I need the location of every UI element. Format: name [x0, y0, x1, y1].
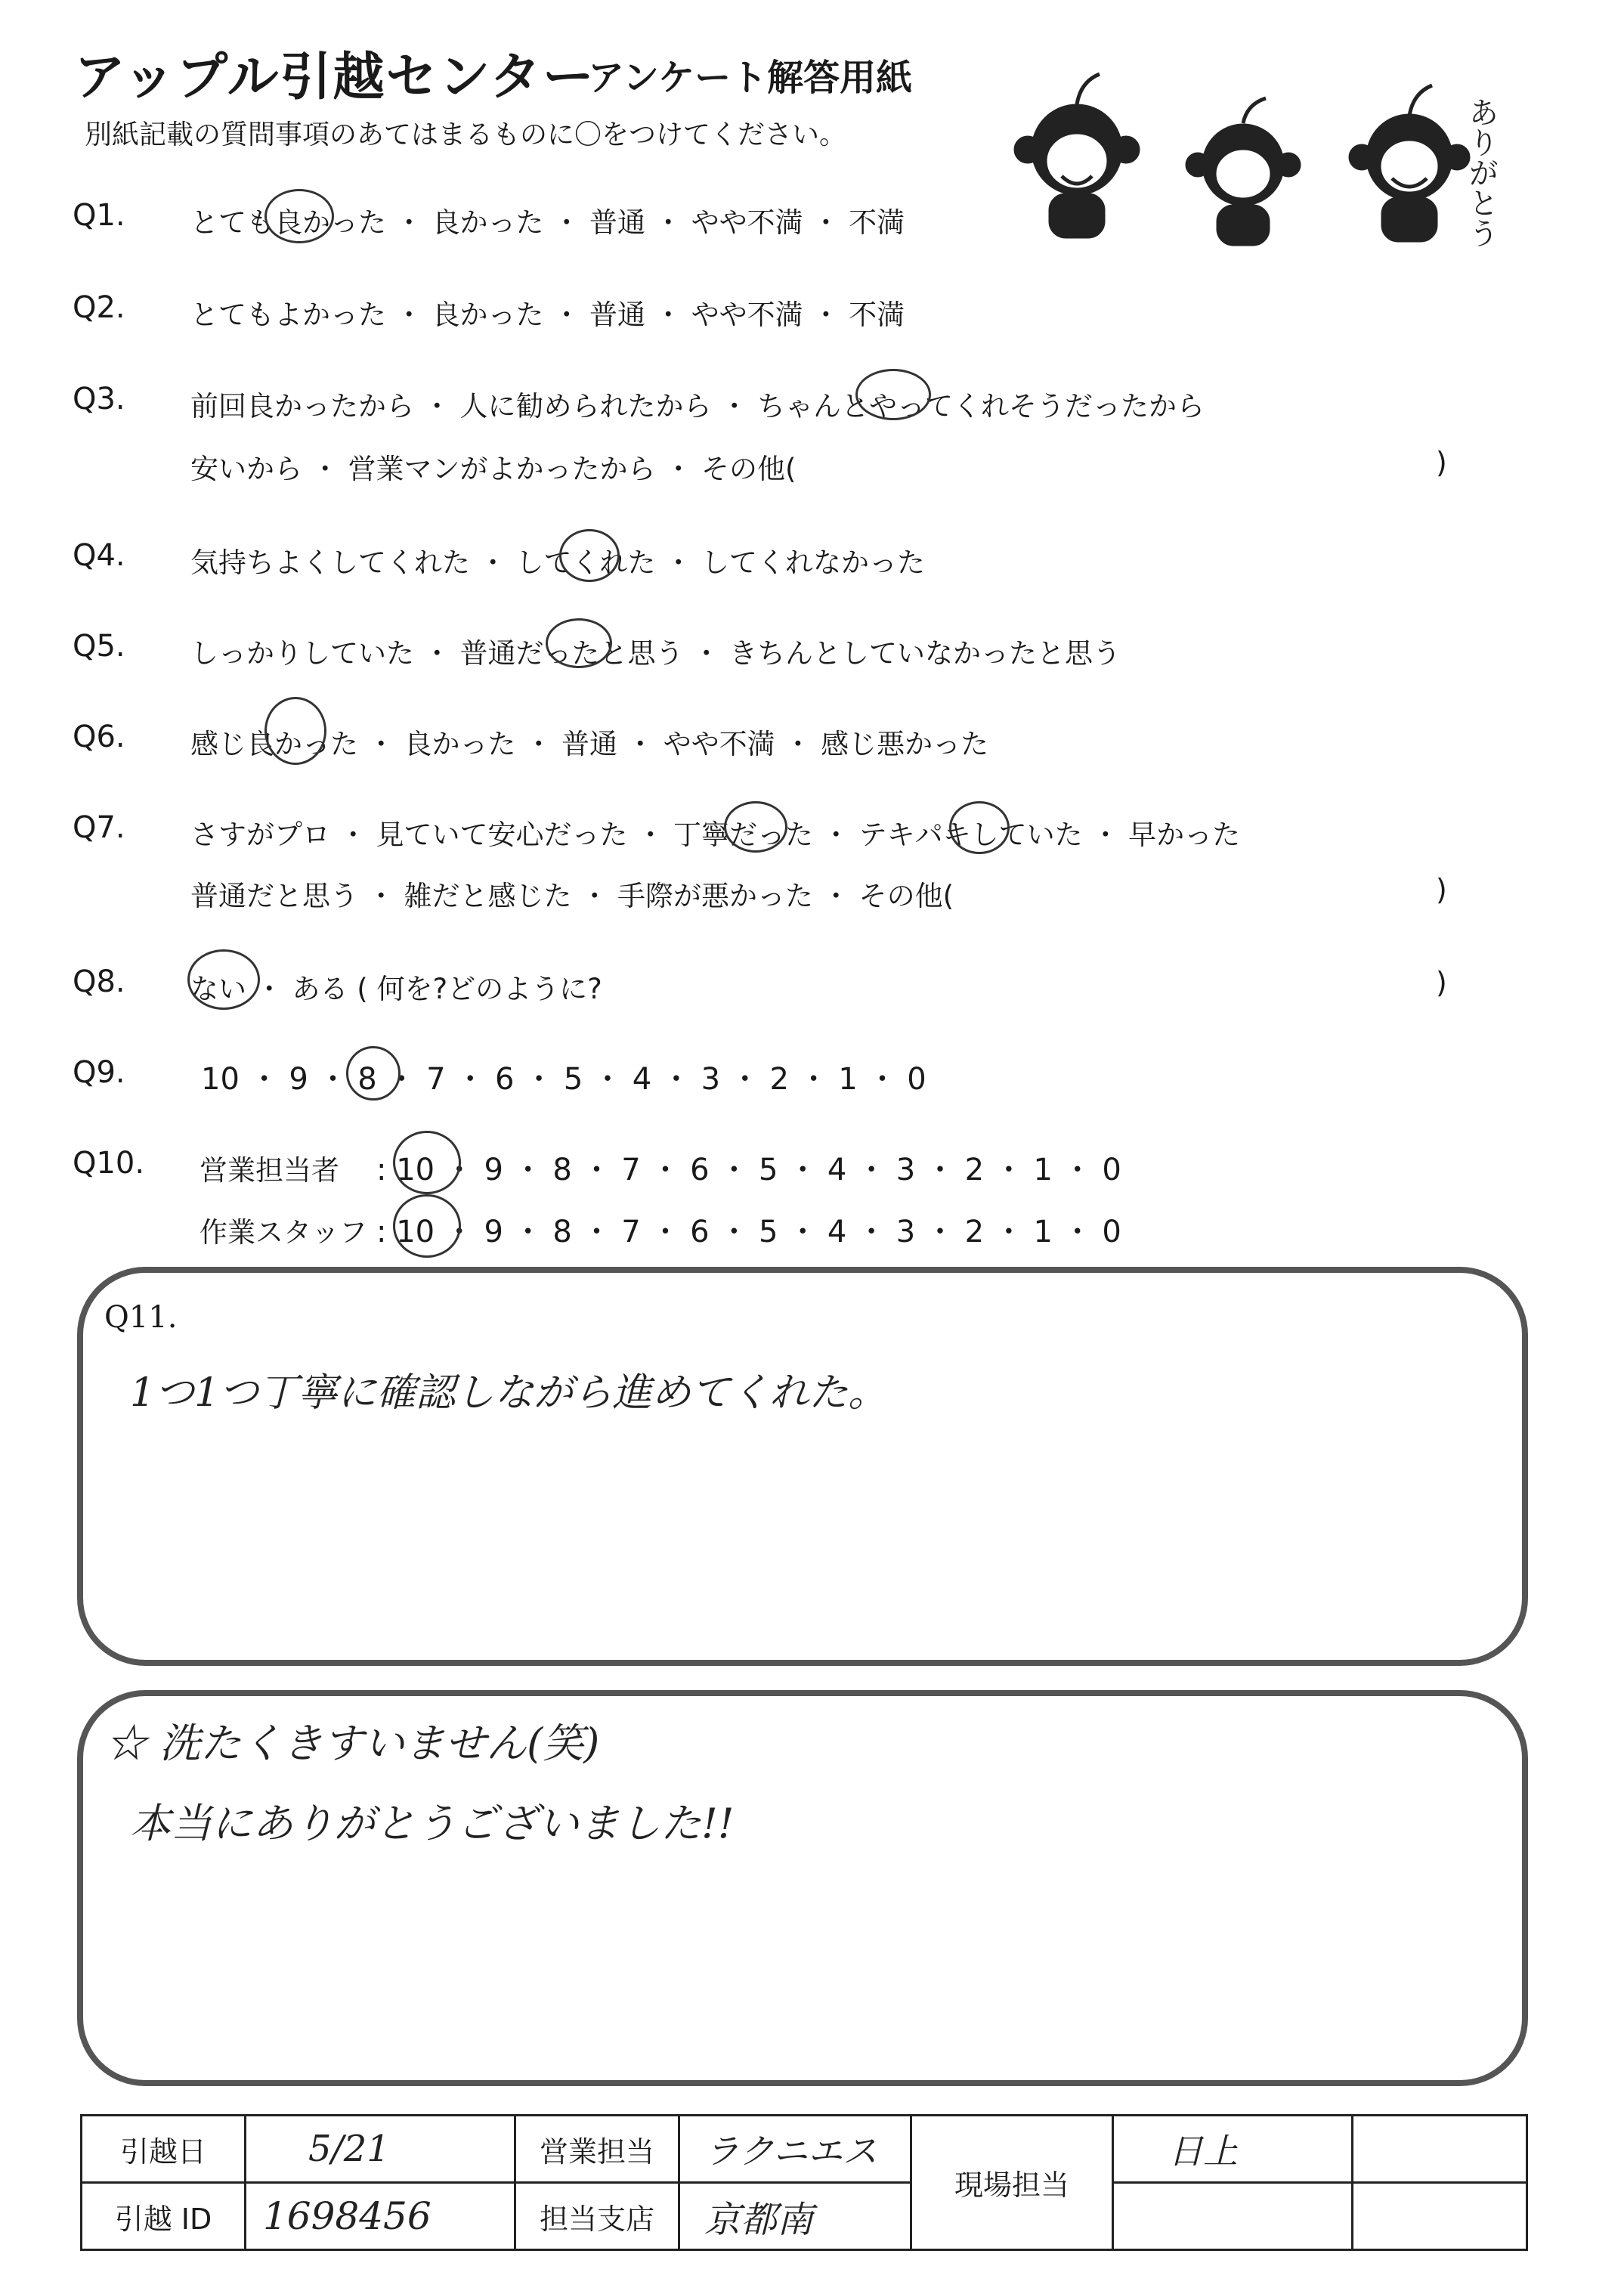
mascot-illustration: [998, 51, 1527, 248]
q4-options[interactable]: 気持ちよくしてくれた ・ してくれた ・ してくれなかった: [190, 546, 926, 579]
site-rep-cell-3[interactable]: [1113, 2183, 1353, 2250]
q10-staff-scale[interactable]: : 10 ・ 9 ・ 8 ・ 7 ・ 6 ・ 5 ・ 4 ・ 3 ・ 2 ・ 1 ・ 0: [376, 1215, 1121, 1249]
q8-options[interactable]: ない ・ ある ( 何を?どのように?: [190, 973, 602, 1005]
branch-value: 京都南: [704, 2198, 814, 2241]
q10-label: Q10.: [73, 1146, 145, 1181]
site-rep-cell-2[interactable]: [1353, 2116, 1527, 2183]
site-rep-label: 現場担当: [911, 2116, 1113, 2250]
q3-options-line2[interactable]: 安いから ・ 営業マンがよかったから ・ その他(: [190, 453, 797, 485]
comment-line-1: ☆ 洗たくきすいません(笑): [106, 1720, 600, 1767]
q4-label: Q4.: [73, 538, 125, 573]
q6-selection-circle: [264, 697, 326, 765]
move-id-label: 引越 ID: [82, 2183, 246, 2250]
site-rep-cell[interactable]: [1113, 2116, 1353, 2183]
q2-options[interactable]: とてもよかった ・ 良かった ・ 普通 ・ やや不満 ・ 不満: [190, 299, 905, 331]
q6-label: Q6.: [73, 720, 125, 754]
q10-staff-label: 作業スタッフ: [200, 1216, 367, 1249]
q10-staff-selection-circle: [393, 1194, 461, 1258]
move-id-value: 1698456: [263, 2194, 432, 2238]
q7-selection-circle-1: [724, 801, 787, 853]
q1-label: Q1.: [73, 198, 125, 233]
move-id-cell[interactable]: [246, 2183, 515, 2250]
sales-rep-value: ラクニエス: [704, 2131, 878, 2172]
q5-label: Q5.: [73, 629, 125, 664]
q7-close-paren: ): [1436, 873, 1447, 906]
q1-selection-circle: [264, 189, 334, 243]
move-date-cell[interactable]: [246, 2116, 515, 2183]
q9-label: Q9.: [73, 1055, 125, 1090]
sales-rep-label: 営業担当: [515, 2116, 679, 2183]
branch-label: 担当支店: [515, 2183, 679, 2250]
q6-options[interactable]: 感じ良かった ・ 良かった ・ 普通 ・ やや不満 ・ 感じ悪かった: [190, 728, 989, 760]
q3-selection-circle: [855, 369, 931, 420]
q3-label: Q3.: [73, 382, 125, 416]
info-table: [80, 2114, 1528, 2251]
branch-cell[interactable]: [679, 2183, 911, 2250]
q5-selection-circle: [546, 618, 612, 668]
form-title: アンケート解答用紙: [588, 57, 913, 99]
q7-options-line2[interactable]: 普通だと思う ・ 雑だと感じた ・ 手際が悪かった ・ その他(: [190, 880, 954, 912]
q7-selection-circle-2: [949, 801, 1010, 854]
sales-rep-cell[interactable]: [679, 2116, 911, 2183]
q10-sales-label: 営業担当者: [200, 1154, 339, 1187]
comment-line-2: 本当にありがとうございました!!: [130, 1800, 735, 1847]
q2-label: Q2.: [73, 290, 125, 325]
mascot-text: ありがとう: [1464, 97, 1499, 248]
q10-sales-selection-circle: [393, 1131, 461, 1194]
q11-answer-box[interactable]: [77, 1267, 1528, 1666]
q9-scale[interactable]: 10 ・ 9 ・ 8 ・ 7 ・ 6 ・ 5 ・ 4 ・ 3 ・ 2 ・ 1 ・ 0: [201, 1062, 926, 1097]
q3-options-line1[interactable]: 前回良かったから ・ 人に勧められたから ・ ちゃんとやってくれそうだったから: [190, 390, 1205, 423]
move-date-value: 5/21: [308, 2128, 390, 2170]
company-title: アップル引越センター: [74, 48, 595, 107]
instruction-text: 別紙記載の質問事項のあてはまるものに〇をつけてください。: [85, 119, 847, 150]
mascot-monkey-3: [1350, 85, 1468, 240]
q11-label: Q11.: [104, 1300, 178, 1335]
q8-label: Q8.: [73, 964, 125, 999]
q8-close-paren: ): [1436, 966, 1447, 999]
q10-sales-scale[interactable]: : 10 ・ 9 ・ 8 ・ 7 ・ 6 ・ 5 ・ 4 ・ 3 ・ 2 ・ 1 ・ 0: [376, 1153, 1121, 1187]
q7-label: Q7.: [73, 810, 125, 845]
q5-options[interactable]: しっかりしていた ・ 普通だったと思う ・ きちんとしていなかったと思う: [190, 637, 1121, 670]
q1-options[interactable]: とても良かった ・ 良かった ・ 普通 ・ やや不満 ・ 不満: [190, 206, 905, 239]
q8-selection-circle: [187, 949, 260, 1010]
q9-selection-circle: [346, 1046, 401, 1101]
q4-selection-circle: [559, 529, 620, 582]
q11-handwritten-answer: 1つ1つ丁寧に確認しながら進めてくれた。: [130, 1370, 888, 1416]
move-date-label: 引越日: [82, 2116, 246, 2183]
q3-close-paren: ): [1436, 446, 1447, 479]
site-rep-value: 日上: [1168, 2131, 1238, 2172]
site-rep-cell-4[interactable]: [1353, 2183, 1527, 2250]
q7-options-line1[interactable]: さすがプロ ・ 見ていて安心だった ・ 丁寧だった ・ テキパキしていた ・ 早かった: [190, 819, 1241, 851]
mascot-monkey-2: [1187, 98, 1299, 244]
mascot-monkey-1: [1016, 74, 1138, 237]
